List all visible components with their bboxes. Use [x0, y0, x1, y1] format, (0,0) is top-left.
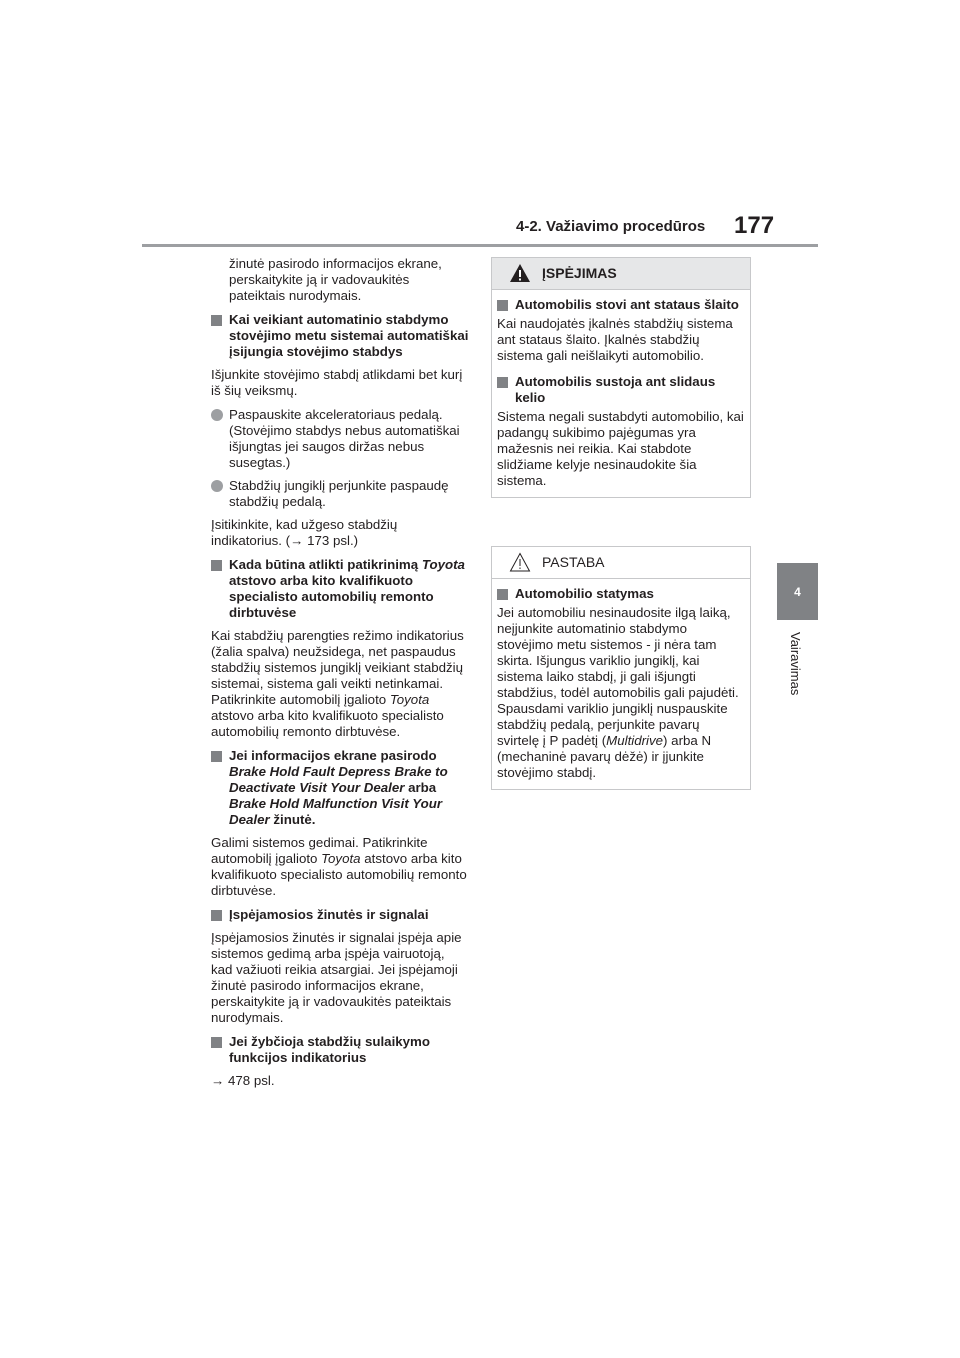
box-paragraph: Kai naudojatės įkalnės stabdžių sistema ant stataus šlaito. Įkalnės stabdžių sistema gali neišlaikyti automobilio. — [497, 316, 733, 363]
note-title: PASTABA — [542, 554, 605, 570]
section-heading: Kada būtina atlikti patikrinimą Toyota atstovo arba kito kvalifikuoto specialisto automobilių remonto dirbtuvėse — [211, 557, 469, 621]
warning-box-body — [492, 290, 750, 497]
section-heading: Jei informacijos ekrane pasirodo Brake Hold Fault Depress Brake to Deactivate Visit Your Dealer arba Brake Hold Malfunction Visit Your Dealer žinutė. — [211, 748, 469, 828]
circle-bullet-icon — [211, 409, 223, 421]
header-divider — [142, 244, 818, 247]
square-bullet-icon — [211, 910, 222, 921]
warning-title: ĮSPĖJIMAS — [542, 265, 617, 281]
chapter-number: 4 — [794, 585, 801, 599]
paragraph: Galimi sistemos gedimai. Patikrinkite automobilį įgalioto Toyota atstovo arba kito kvalifikuoto specialisto automobilių remonto dirbtuvėse. — [211, 835, 467, 898]
box-paragraph: Jei automobiliu nesinaudosite ilgą laiką, neįjunkite automatinio stabdymo stovėjimo metu sistemos - ji nėra tam skirta. Išjungus variklio jungiklį, kai sistema laiko stabdį, ji gali išjungti stabdžius, todėl automobilis gali pajudėti. Spausdami variklio jungiklį nuspauskite stabdžių pedalą, perjunkite pavarų svirtelę į P padėtį (Multidrive) arba N (mechaninė pavarų dėžė) ir įjunkite stovėjimo stabdį. — [497, 605, 739, 780]
note-box-header — [492, 547, 750, 579]
square-bullet-icon — [497, 300, 508, 311]
section-heading: Kai veikiant automatinio stabdymo stovėjimo metu sistemai automatiškai įsijungia stovėjimo stabdys — [211, 312, 469, 360]
paragraph: Išjunkite stovėjimo stabdį atlikdami bet kurį iš šių veiksmų. — [211, 367, 463, 398]
square-bullet-icon — [211, 1037, 222, 1048]
paragraph: Įspėjamosios žinutės ir signalai įspėja apie sistemos gedimą arba įspėja vairuotoją, kad važiuoti reikia atsargiai. Jei įspėjamoji žinutė pasirodo informacijos ekrane, perskaitykite ją ir vadovaukitės pateiktais nurodymais. — [211, 930, 462, 1025]
section-heading: Įspėjamosios žinutės ir signalai — [211, 907, 469, 923]
left-column — [211, 256, 469, 1097]
intro-text: žinutė pasirodo informacijos ekrane, perskaitykite ją ir vadovaukitės pateiktais nurodymais. — [229, 256, 442, 303]
warning-box-header — [492, 258, 750, 290]
chapter-label: Vairavimas — [788, 632, 803, 696]
section-heading: Jei žybčioja stabdžių sulaikymo funkcijos indikatorius — [211, 1034, 469, 1066]
box-paragraph: Sistema negali sustabdyti automobilio, kai padangų sukibimo pajėgumas yra mažesnis nei reikia. Kai stabdote slidžiame kelyje nesinaudokite šia sistema. — [497, 409, 744, 488]
page-number: 177 — [734, 212, 775, 239]
square-bullet-icon — [211, 560, 222, 571]
square-bullet-icon — [497, 377, 508, 388]
paragraph: Kai stabdžių parengties režimo indikatorius (žalia spalva) neužsidega, net paspaudus stabdžių sistemos jungiklį veikiant stabdžių sistemai, sistema gali veikti netinkamai. Patikrinkite automobilį įgalioto Toyota atstovo arba kito kvalifikuoto specialisto automobilių remonto dirbtuvėse. — [211, 628, 464, 739]
box-heading: Automobilio statymas — [497, 586, 745, 602]
square-bullet-icon — [211, 751, 222, 762]
list-item: Stabdžių jungiklį perjunkite paspaudę stabdžių pedalą. — [211, 478, 469, 510]
page-reference: → 478 psl. — [211, 1073, 275, 1088]
square-bullet-icon — [497, 589, 508, 600]
note-box — [491, 546, 751, 790]
section-title: 4-2. Važiavimo procedūros — [516, 218, 706, 235]
square-bullet-icon — [211, 315, 222, 326]
warning-triangle-icon — [509, 263, 531, 283]
list-item: Paspauskite akceleratoriaus pedalą. (Stovėjimo stabdys nebus automatiškai išjungtas jei saugos diržas nebus susegtas.) — [211, 407, 469, 471]
chapter-tab — [777, 563, 818, 620]
note-box-body — [492, 579, 750, 789]
paragraph: Įsitikinkite, kad užgeso stabdžių indikatorius. (→ 173 psl.) — [211, 517, 398, 548]
circle-bullet-icon — [211, 480, 223, 492]
caution-triangle-icon — [509, 552, 531, 572]
warning-box — [491, 257, 751, 498]
box-heading: Automobilis sustoja ant slidaus kelio — [497, 374, 745, 406]
box-heading: Automobilis stovi ant stataus šlaito — [497, 297, 745, 313]
